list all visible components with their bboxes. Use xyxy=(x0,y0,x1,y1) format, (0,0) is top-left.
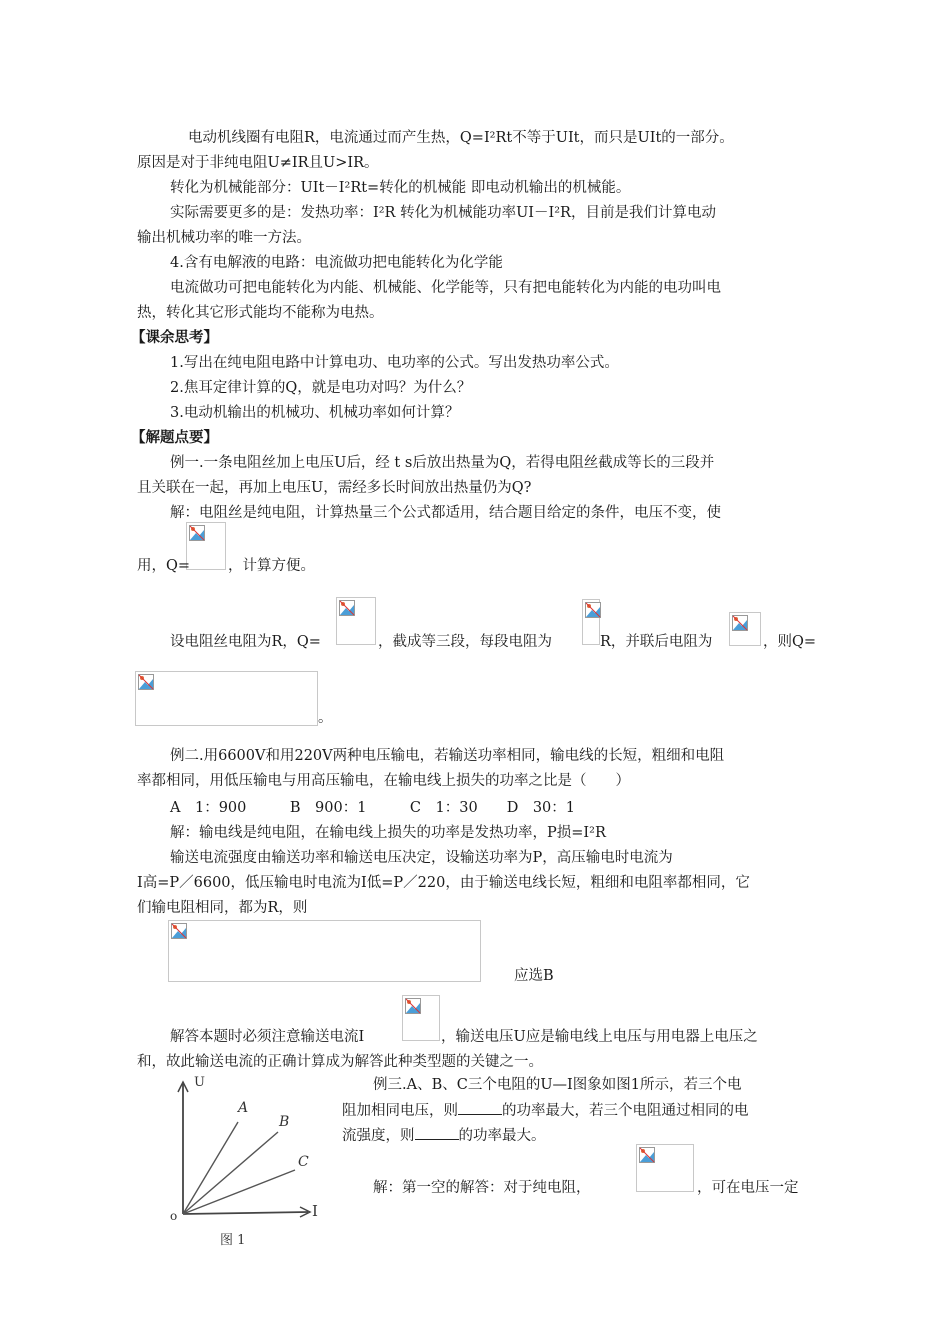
example-line: 解：输电线是纯电阻，在输电线上损失的功率是发热功率，P损=I²R xyxy=(170,825,606,841)
ui-graph-figure xyxy=(160,1072,340,1252)
paragraph-line: 电流做功可把电能转化为内能、机械能、化学能等，只有把电能转化为内能的电功叫电 xyxy=(170,280,721,296)
example-line: 。 xyxy=(318,710,333,726)
question-line: 1.写出在纯电阻电路中计算电功、电功率的公式。写出发热功率公式。 xyxy=(170,355,619,371)
text-part: 流强度，则 xyxy=(342,1128,415,1144)
broken-image-icon xyxy=(189,525,205,541)
answer-blank xyxy=(458,1100,502,1115)
formula-image xyxy=(582,599,600,645)
broken-image-icon xyxy=(732,615,748,631)
paragraph-line: 电动机线圈有电阻R，电流通过而产生热，Q=I²Rt不等于UIt，而只是UIt的一部分。 xyxy=(188,130,734,146)
example-line: 且关联在一起，再加上电压U，需经多长时间放出热量仍为Q? xyxy=(137,480,532,496)
example-line: 用，Q= xyxy=(137,558,191,574)
broken-image-icon xyxy=(585,602,601,618)
example-line: ，可在电压一定 xyxy=(697,1180,799,1196)
paragraph-line: 原因是对于非纯电阻U≠IR且U>IR。 xyxy=(137,155,379,171)
example-line: 输送电流强度由输送功率和输送电压决定，设输送功率为P，高压输电时电流为 xyxy=(170,850,673,866)
broken-image-icon xyxy=(138,674,154,690)
line-c xyxy=(183,1170,295,1214)
line-c-label: C xyxy=(298,1154,309,1170)
section-heading: 【课余思考】 xyxy=(131,329,218,346)
question-line: 2.焦耳定律计算的Q，就是电功对吗？为什么？ xyxy=(170,380,472,396)
line-b xyxy=(183,1132,278,1214)
broken-image-icon xyxy=(339,600,355,616)
paragraph-line: 转化为机械能部分：UIt－I²Rt=转化的机械能 即电动机输出的机械能。 xyxy=(170,180,631,196)
paragraph-line: 实际需要更多的是：发热功率：I²R 转化为机械能功率UI－I²R，目前是我们计算电动 xyxy=(170,205,716,221)
example-line: 例一.一条电阻丝加上电压U后，经 t s后放出热量为Q，若得电阻丝截成等长的三段并 xyxy=(170,455,715,471)
section-heading: 【解题点要】 xyxy=(131,429,218,446)
example-line: ，则Q= xyxy=(763,634,817,650)
origin-label: o xyxy=(170,1209,178,1223)
question-line: 3.电动机输出的机械功、机械功率如何计算？ xyxy=(170,405,460,421)
broken-image-icon xyxy=(405,998,421,1014)
example-line: 设电阻丝电阻为R，Q= xyxy=(170,634,321,650)
example-line: 例三.A、B、C三个电阻的U—I图象如图1所示，若三个电 xyxy=(373,1077,742,1093)
broken-image-icon xyxy=(171,923,187,939)
formula-image xyxy=(636,1144,694,1192)
text-part: 的功率最大，若三个电阻通过相同的电 xyxy=(502,1103,749,1119)
line-b-label: B xyxy=(279,1114,290,1130)
example-line: R，并联后电阻为 xyxy=(600,634,713,650)
figure-caption: 图 1 xyxy=(220,1233,246,1248)
text-part: 阻加相同电压，则 xyxy=(342,1103,458,1119)
x-axis xyxy=(183,1212,308,1214)
paragraph-line: 热，转化其它形式能均不能称为电热。 xyxy=(137,305,384,321)
example-line xyxy=(342,1100,749,1121)
example-line xyxy=(342,1125,546,1146)
formula-image xyxy=(168,920,481,982)
example-line: 们输电阻相同，都为R，则 xyxy=(137,900,308,916)
formula-image xyxy=(402,995,440,1041)
line-a xyxy=(183,1122,238,1214)
formula-image xyxy=(729,612,761,646)
formula-image xyxy=(186,522,226,570)
example-line: 率都相同，用低压输电与用高压输电，在输电线上损失的功率之比是（ ） xyxy=(137,773,630,789)
answer-choice: 应选B xyxy=(514,968,554,984)
line-a-label: A xyxy=(238,1100,249,1116)
formula-image xyxy=(135,671,318,726)
text-part: 的功率最大。 xyxy=(458,1128,546,1144)
example-line: ，输送电压U应是输电线上电压与用电器上电压之 xyxy=(441,1029,758,1045)
formula-image xyxy=(336,597,376,645)
paragraph-line: 4.含有电解液的电路：电流做功把电能转化为化学能 xyxy=(170,255,503,271)
example-line: 例二.用6600V和用220V两种电压输电，若输送功率相同，输电线的长短，粗细和电阻 xyxy=(170,748,725,764)
example-line: 解：电阻丝是纯电阻，计算热量三个公式都适用，结合题目给定的条件，电压不变，使 xyxy=(170,505,721,521)
example-line: 解：第一空的解答：对于纯电阻， xyxy=(373,1180,591,1196)
answer-blank xyxy=(415,1125,459,1140)
answer-options: A 1：900 B 900：1 C 1：30 D 30：1 xyxy=(170,800,576,816)
example-line: 解答本题时必须注意输送电流I xyxy=(170,1029,365,1045)
broken-image-icon xyxy=(639,1147,655,1163)
example-line: I高=P／6600，低压输电时电流为I低=P／220，由于输送电线长短，粗细和电阻率都相同，它 xyxy=(137,875,750,891)
y-axis-label: U xyxy=(194,1075,205,1090)
example-line: ，截成等三段，每段电阻为 xyxy=(378,634,552,650)
example-line: 和，故此输送电流的正确计算成为解答此种类型题的关键之一。 xyxy=(137,1054,543,1070)
x-axis-label: I xyxy=(312,1202,318,1220)
example-line: ，计算方便。 xyxy=(228,558,315,574)
paragraph-line: 输出机械功率的唯一方法。 xyxy=(137,230,311,246)
